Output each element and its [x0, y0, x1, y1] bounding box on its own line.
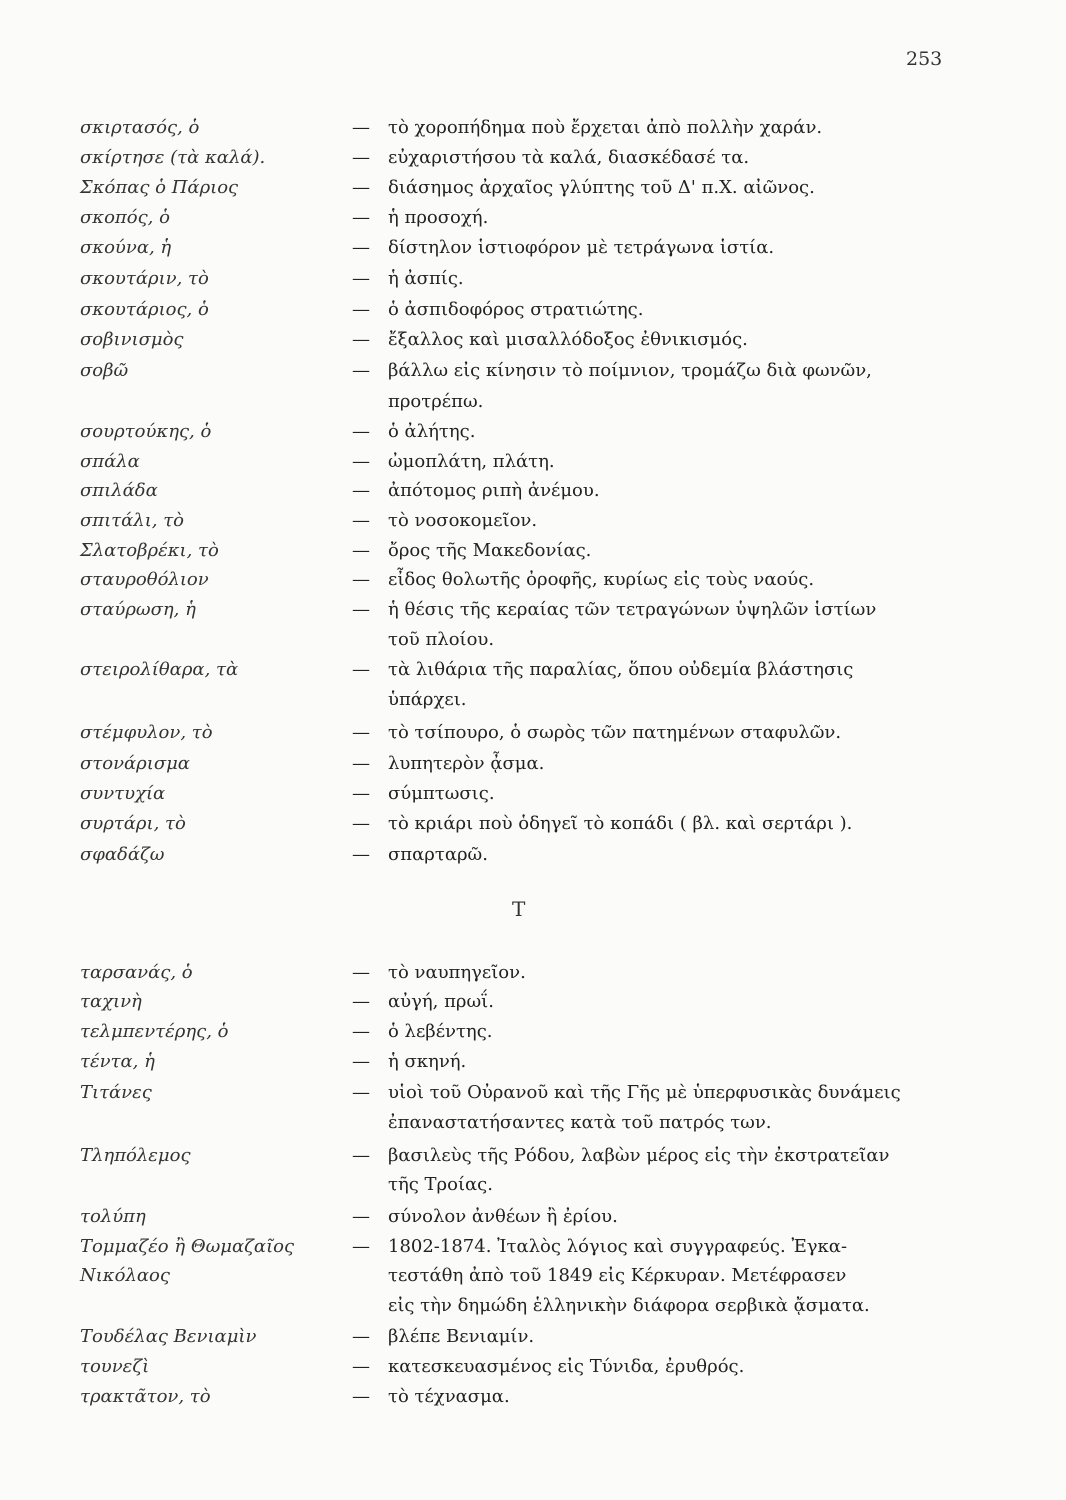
entry-definition: ἡ προσοχή. [388, 207, 489, 228]
entry-dash: — [352, 480, 370, 501]
entry-dash: — [352, 1206, 370, 1227]
entry-term: Τιτάνες [80, 1082, 152, 1103]
entry-term: σοβῶ [80, 360, 129, 381]
entry-definition: βασιλεὺς τῆς Ρόδου, λαβὼν μέρος εἰς τὴν ἐκστρατεῖαν [388, 1145, 890, 1166]
entry-definition-line: προτρέπω. [388, 391, 484, 412]
entry-term: συρτάρι, τὸ [80, 813, 186, 834]
entry-definition: σπαρταρῶ. [388, 844, 488, 865]
entry-term: Σλατοβρέκι, τὸ [80, 540, 219, 561]
entry-definition: σύνολον ἀνθέων ἢ ἐρίου. [388, 1206, 618, 1227]
entry-definition: βάλλω εἰς κίνησιν τὸ ποίμνιον, τρομάζω διὰ φωνῶν, [388, 360, 872, 381]
entry-term: σπάλα [80, 451, 140, 472]
entry-definition: ἡ θέσις τῆς κεραίας τῶν τετραγώνων ὑψηλῶν ἱστίων [388, 599, 877, 620]
entry-dash: — [352, 1145, 370, 1166]
entry-term: τελμπεντέρης, ὁ [80, 1021, 229, 1042]
entry-term: σπιτάλι, τὸ [80, 510, 184, 531]
entry-definition: αὐγή, πρωΐ. [388, 991, 494, 1012]
entry-term: σταυροθόλιον [80, 569, 209, 590]
entry-dash: — [352, 360, 370, 381]
entry-definition: τὸ χοροπήδημα ποὺ ἔρχεται ἀπὸ πολλὴν χαράν. [388, 117, 823, 138]
entry-definition: ἡ ἀσπίς. [388, 268, 464, 289]
entry-dash: — [352, 421, 370, 442]
entry-term: στειρολίθαρα, τὰ [80, 659, 239, 680]
entry-dash: — [352, 177, 370, 198]
entry-definition: ὁ ἀσπιδοφόρος στρατιώτης. [388, 299, 644, 320]
entry-dash: — [352, 268, 370, 289]
entry-dash: — [352, 569, 370, 590]
entry-term: σοβινισμὸς [80, 329, 184, 350]
entry-term: σφαδάζω [80, 844, 165, 865]
entry-term: Τομμαζέο ἢ Θωμαζαῖος [80, 1236, 295, 1257]
entry-definition: τὸ τέχνασμα. [388, 1386, 510, 1407]
entry-definition: τὸ νοσοκομεῖον. [388, 510, 538, 531]
entry-term: στέμφυλον, τὸ [80, 722, 213, 743]
entry-definition: ὄρος τῆς Μακεδονίας. [388, 540, 592, 561]
entry-dash: — [352, 991, 370, 1012]
entry-dash: — [352, 844, 370, 865]
entry-term: Τληπόλεμος [80, 1145, 191, 1166]
entry-definition: ἔξαλλος καὶ μισαλλόδοξος ἐθνικισμός. [388, 329, 748, 350]
entry-definition: υἱοὶ τοῦ Οὐρανοῦ καὶ τῆς Γῆς μὲ ὑπερφυσικὰς δυνάμεις [388, 1082, 901, 1103]
entry-term: σκοπός, ὁ [80, 207, 170, 228]
entry-dash: — [352, 813, 370, 834]
entry-term: Τουδέλας Βενιαμὶν [80, 1326, 257, 1347]
entry-definition: σύμπτωσις. [388, 783, 495, 804]
entry-term: στονάρισμα [80, 753, 190, 774]
entry-definition-line: τεστάθη ἀπὸ τοῦ 1849 εἰς Κέρκυραν. Μετέφρασεν [388, 1265, 847, 1286]
entry-dash: — [352, 451, 370, 472]
entry-definition: ἀπότομος ριπὴ ἀνέμου. [388, 480, 600, 501]
entry-term: σουρτούκης, ὁ [80, 421, 212, 442]
entry-definition: βλέπε Βενιαμίν. [388, 1326, 535, 1347]
entry-definition: τὸ ναυπηγεῖον. [388, 962, 526, 983]
entry-term: Σκόπας ὁ Πάριος [80, 177, 239, 198]
section-heading: Τ [512, 897, 526, 921]
entry-dash: — [352, 753, 370, 774]
entry-definition: τὰ λιθάρια τῆς παραλίας, ὅπου οὐδεμία βλάστησις [388, 659, 854, 680]
entry-dash: — [352, 237, 370, 258]
entry-term: σκουτάριος, ὁ [80, 299, 209, 320]
entry-definition: εὐχαριστήσου τὰ καλά, διασκέδασέ τα. [388, 147, 750, 168]
entry-term: τουνεζὶ [80, 1356, 150, 1377]
entry-definition: κατεσκευασμένος εἰς Τύνιδα, ἐρυθρός. [388, 1356, 745, 1377]
entry-term: συντυχία [80, 783, 166, 804]
entry-term: σπιλάδα [80, 480, 158, 501]
entry-dash: — [352, 147, 370, 168]
entry-term: τρακτᾶτον, τὸ [80, 1386, 211, 1407]
entry-term: σκουτάριν, τὸ [80, 268, 209, 289]
entry-term: τέντα, ἡ [80, 1051, 155, 1072]
entry-definition-line: εἰς τὴν δημώδη ἑλληνικὴν διάφορα σερβικὰ ᾄσματα. [388, 1295, 870, 1316]
entry-definition: εἶδος θολωτῆς ὀροφῆς, κυρίως εἰς τοὺς ναούς. [388, 569, 815, 590]
entry-dash: — [352, 1236, 370, 1257]
entry-definition-line: τοῦ πλοίου. [388, 629, 495, 650]
entry-dash: — [352, 783, 370, 804]
entry-dash: — [352, 962, 370, 983]
entry-definition: ὁ λεβέντης. [388, 1021, 493, 1042]
entry-dash: — [352, 540, 370, 561]
entry-term: σταύρωση, ἡ [80, 599, 196, 620]
entry-definition: τὸ τσίπουρο, ὁ σωρὸς τῶν πατημένων σταφυλῶν. [388, 722, 842, 743]
entry-dash: — [352, 117, 370, 138]
entry-dash: — [352, 207, 370, 228]
entry-dash: — [352, 722, 370, 743]
entry-dash: — [352, 659, 370, 680]
entry-definition-line: τῆς Τροίας. [388, 1174, 493, 1195]
entry-definition: ἡ σκηνή. [388, 1051, 467, 1072]
entry-dash: — [352, 1386, 370, 1407]
entry-term: ταχινὴ [80, 991, 142, 1012]
entry-dash: — [352, 510, 370, 531]
entry-dash: — [352, 299, 370, 320]
entry-definition: δίστηλον ἱστιοφόρον μὲ τετράγωνα ἱστία. [388, 237, 775, 258]
entry-dash: — [352, 1326, 370, 1347]
entry-dash: — [352, 599, 370, 620]
entry-definition: διάσημος ἀρχαῖος γλύπτης τοῦ Δ' π.Χ. αἰῶνος. [388, 177, 815, 198]
entry-definition-line: ὑπάρχει. [388, 689, 467, 710]
entry-term: ταρσανάς, ὁ [80, 962, 193, 983]
entry-dash: — [352, 1356, 370, 1377]
entry-dash: — [352, 1051, 370, 1072]
entry-definition: ὁ ἀλήτης. [388, 421, 476, 442]
entry-definition: τὸ κριάρι ποὺ ὁδηγεῖ τὸ κοπάδι ( βλ. καὶ σερτάρι ). [388, 813, 853, 834]
entry-term: σκίρτησε (τὰ καλά). [80, 147, 266, 168]
entry-dash: — [352, 1082, 370, 1103]
page-number: 253 [906, 48, 943, 70]
entry-definition: 1802-1874. Ἰταλὸς λόγιος καὶ συγγραφεύς. Ἐγκα- [388, 1236, 848, 1257]
entry-definition: λυπητερὸν ᾆσμα. [388, 753, 545, 774]
entry-dash: — [352, 1021, 370, 1042]
entry-term-line: Νικόλαος [80, 1265, 170, 1286]
entry-definition: ὠμοπλάτη, πλάτη. [388, 451, 555, 472]
entry-dash: — [352, 329, 370, 350]
entry-term: τολύπη [80, 1206, 146, 1227]
entry-term: σκούνα, ἡ [80, 237, 172, 258]
entry-term: σκιρτασός, ὁ [80, 117, 200, 138]
entry-definition-line: ἐπαναστατήσαντες κατὰ τοῦ πατρός των. [388, 1112, 772, 1133]
